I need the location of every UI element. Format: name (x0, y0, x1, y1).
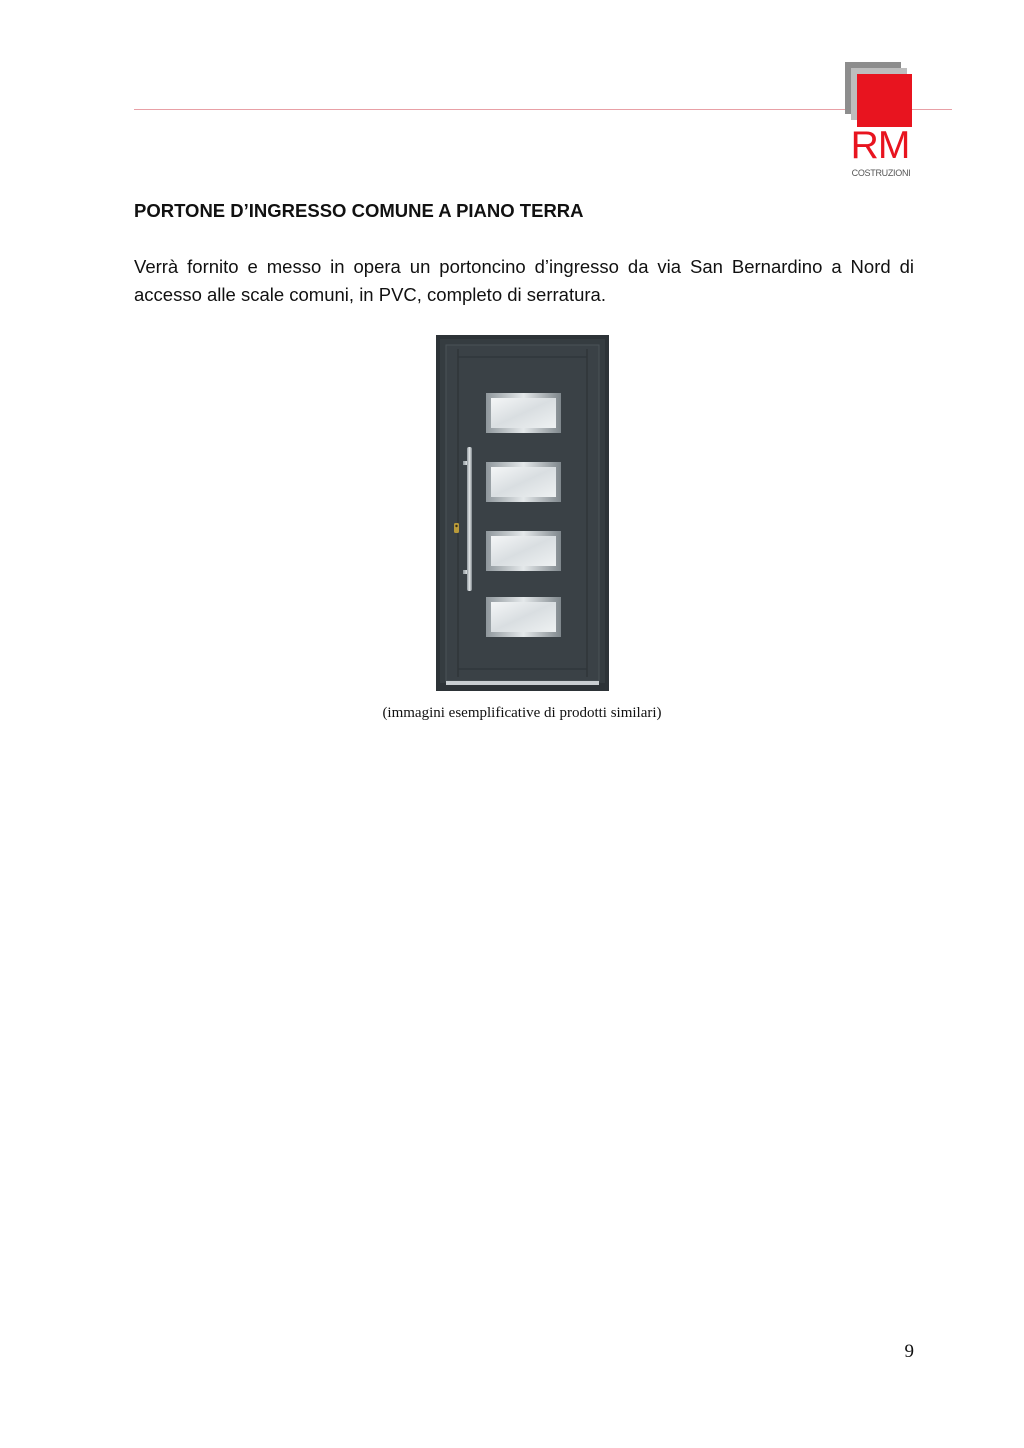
door-image (436, 335, 609, 691)
section-paragraph: Verrà fornito e messo in opera un portoncino d’ingresso da via San Bernardino a Nord di accesso alle scale comuni, in PVC, completo di serratura. (134, 256, 914, 305)
door-threshold (446, 681, 599, 685)
logo-mark: RM (850, 124, 910, 167)
page-number: 9 (904, 1341, 914, 1362)
figure-caption: (immagini esemplificative di prodotti similari) (382, 705, 662, 721)
company-logo (843, 62, 917, 180)
header-rule (134, 109, 952, 110)
logo-square-red (857, 74, 912, 127)
door-window (486, 531, 561, 571)
door-illustration (436, 335, 609, 691)
door-window (486, 597, 561, 637)
logo-subtitle: COSTRUZIONI (851, 168, 911, 178)
door-window (486, 462, 561, 502)
door-window (486, 393, 561, 433)
door-lock (454, 523, 459, 533)
section-title: PORTONE D’INGRESSO COMUNE A PIANO TERRA (134, 200, 584, 221)
